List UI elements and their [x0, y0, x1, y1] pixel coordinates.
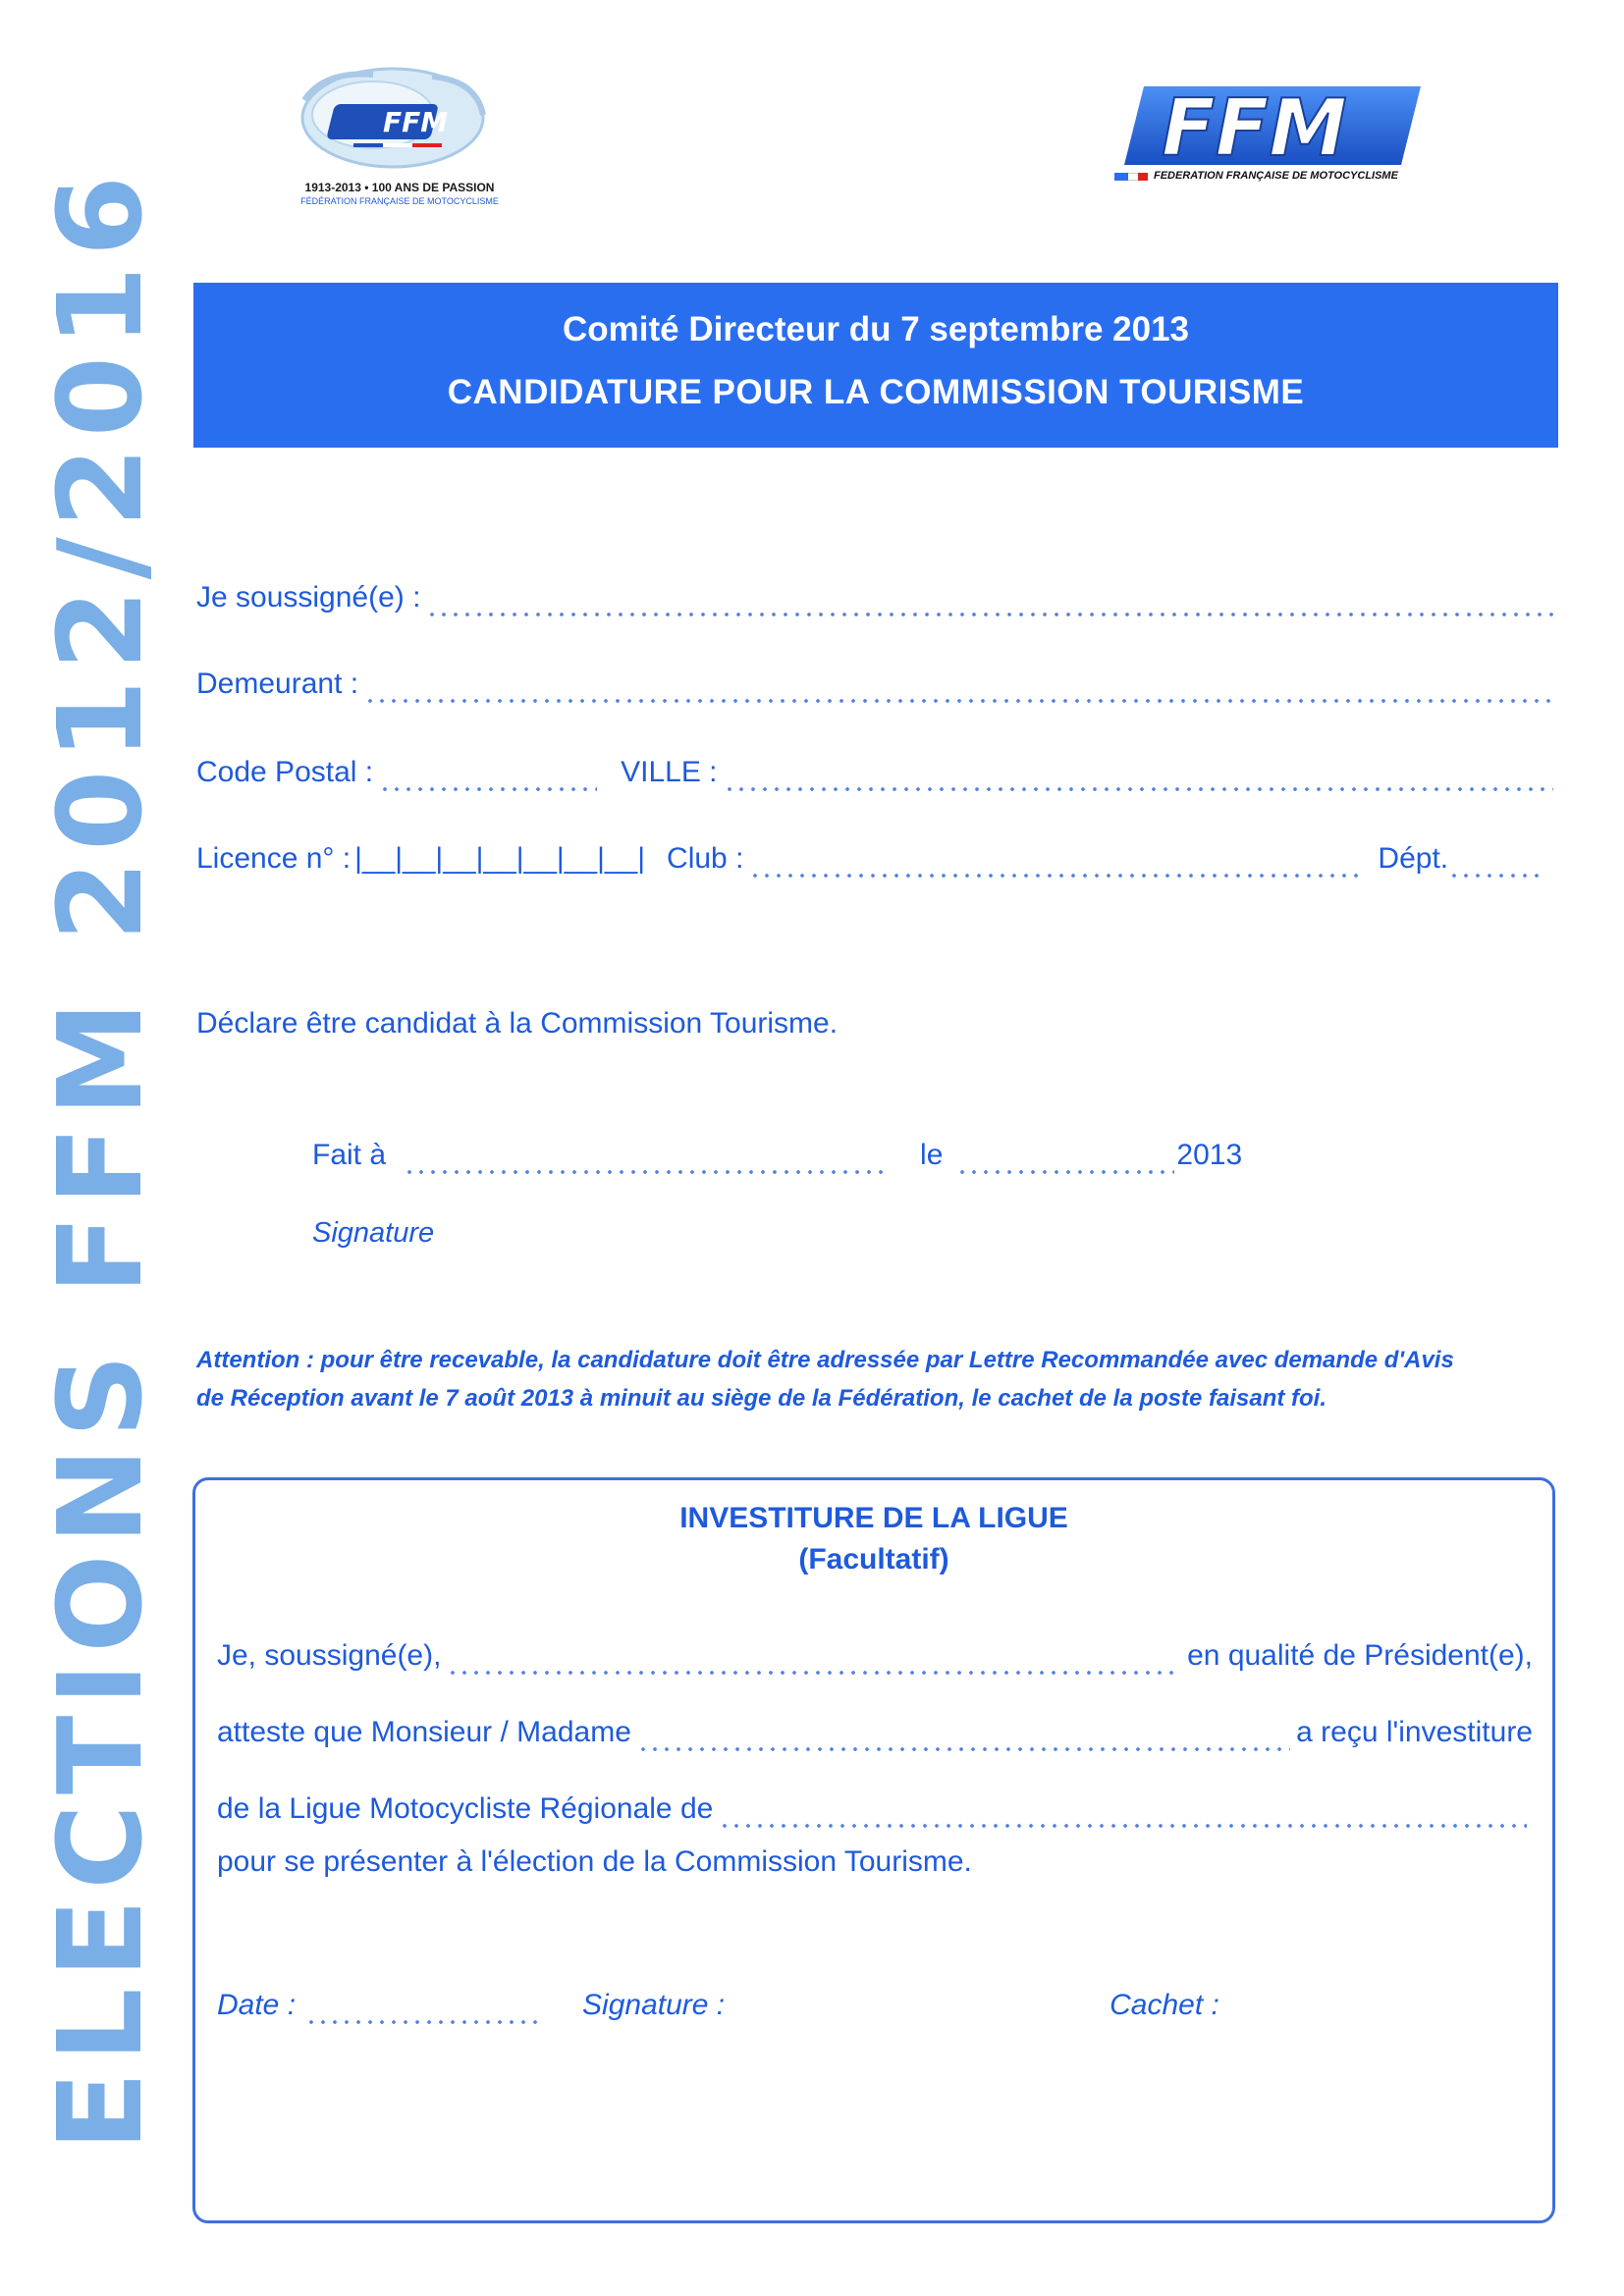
declaration-text: Déclare être candidat à la Commission Tourisme. [196, 1007, 839, 1040]
ffm-logo-tagline: FEDERATION FRANÇAISE DE MOTOCYCLISME [1154, 170, 1398, 182]
dept-field[interactable] [1448, 857, 1543, 879]
signature-label: Signature [312, 1217, 435, 1249]
investiture-row-1 [217, 1639, 1533, 1679]
inv-qualite-label: en qualité de Président(e), [1187, 1639, 1533, 1672]
inv-date-label: Date : [217, 1989, 297, 2021]
inv-atteste-label: atteste que Monsieur / Madame [217, 1716, 631, 1748]
ville-label: VILLE : [621, 756, 718, 788]
centenary-logo-line2: FÉDÉRATION FRANÇAISE DE MOTOCYCLISME [300, 196, 499, 206]
centenary-emblem-icon [265, 61, 520, 218]
inv-election-text: pour se présenter à l'élection de la Commission Tourisme. [217, 1845, 972, 1878]
form-row-licence [196, 842, 1559, 881]
inv-recu-label: a reçu l'investiture [1296, 1716, 1533, 1748]
signing-row [312, 1139, 1274, 1178]
ffm-federation-logo [1114, 79, 1429, 191]
attention-notice [196, 1341, 1561, 1417]
soussigne-field[interactable] [426, 596, 1553, 617]
licence-label: Licence n° : [196, 842, 352, 875]
inv-candidate-field[interactable] [637, 1731, 1290, 1752]
flag-white-stripe [1128, 173, 1138, 181]
vertical-election-banner [32, 157, 168, 2160]
club-label: Club : [667, 842, 744, 875]
centenary-logo-line1: 1913-2013 • 100 ANS DE PASSION [304, 181, 495, 194]
club-field[interactable] [749, 857, 1358, 879]
ffm-centenary-logo [265, 61, 520, 218]
inv-signature-label: Signature : [582, 1989, 726, 2021]
ville-field[interactable] [724, 771, 1553, 792]
demeurant-field[interactable] [364, 682, 1553, 704]
form-row-demeurant [196, 667, 1559, 707]
code-postal-field[interactable] [379, 771, 597, 792]
investiture-row-4 [217, 1845, 1533, 1885]
vertical-banner-text: ELECTIONS FFM 2012/2016 [32, 165, 168, 2152]
code-postal-label: Code Postal : [196, 756, 374, 788]
inv-ligue-field[interactable] [719, 1807, 1527, 1829]
ffm-logo-mark: FFM [1162, 82, 1347, 172]
investiture-row-2 [217, 1716, 1533, 1755]
inv-cachet-label: Cachet : [1110, 1989, 1219, 2021]
investiture-box [192, 1477, 1555, 2223]
investiture-row-3 [217, 1792, 1533, 1832]
fait-a-field[interactable] [404, 1153, 885, 1175]
year-text: 2013 [1176, 1139, 1243, 1171]
investiture-title: INVESTITURE DE LA LIGUE [679, 1502, 1068, 1534]
licence-number-boxes[interactable]: |__|__|__|__|__|__|__| [354, 842, 646, 875]
investiture-sign-row [217, 1989, 1533, 2028]
flag-red-stripe [1138, 173, 1148, 181]
header-meeting-title: Comité Directeur du 7 septembre 2013 [562, 310, 1189, 348]
header-candidature-title: CANDIDATURE POUR LA COMMISSION TOURISME [447, 373, 1305, 411]
fait-a-label: Fait à [312, 1139, 387, 1171]
attention-line-2: de Réception avant le 7 août 2013 à minuit au siège de la Fédération, le cachet de la poste faisant foi. [196, 1385, 1327, 1412]
soussigne-label: Je soussigné(e) : [196, 581, 421, 614]
ffm-logo-icon [1114, 79, 1429, 172]
inv-date-field[interactable] [305, 2003, 541, 2025]
inv-soussigne-field[interactable] [447, 1654, 1181, 1676]
header-banner [193, 283, 1558, 448]
dept-label: Dépt. [1378, 842, 1449, 875]
form-row-code-postal [196, 756, 1559, 795]
flag-blue-stripe [1114, 173, 1128, 181]
inv-soussigne-label: Je, soussigné(e), [217, 1639, 442, 1672]
inv-ligue-label: de la Ligue Motocycliste Régionale de [217, 1792, 714, 1825]
demeurant-label: Demeurant : [196, 667, 359, 700]
form-row-soussigne [196, 581, 1559, 620]
date-field[interactable] [956, 1153, 1174, 1175]
attention-line-1: Attention : pour être recevable, la candidature doit être adressée par Lettre Recommandée avec demande d'Avis [196, 1347, 1454, 1373]
le-label: le [920, 1139, 944, 1171]
centenary-logo-mark: FFM [383, 106, 449, 138]
investiture-subtitle: (Facultatif) [798, 1543, 949, 1575]
